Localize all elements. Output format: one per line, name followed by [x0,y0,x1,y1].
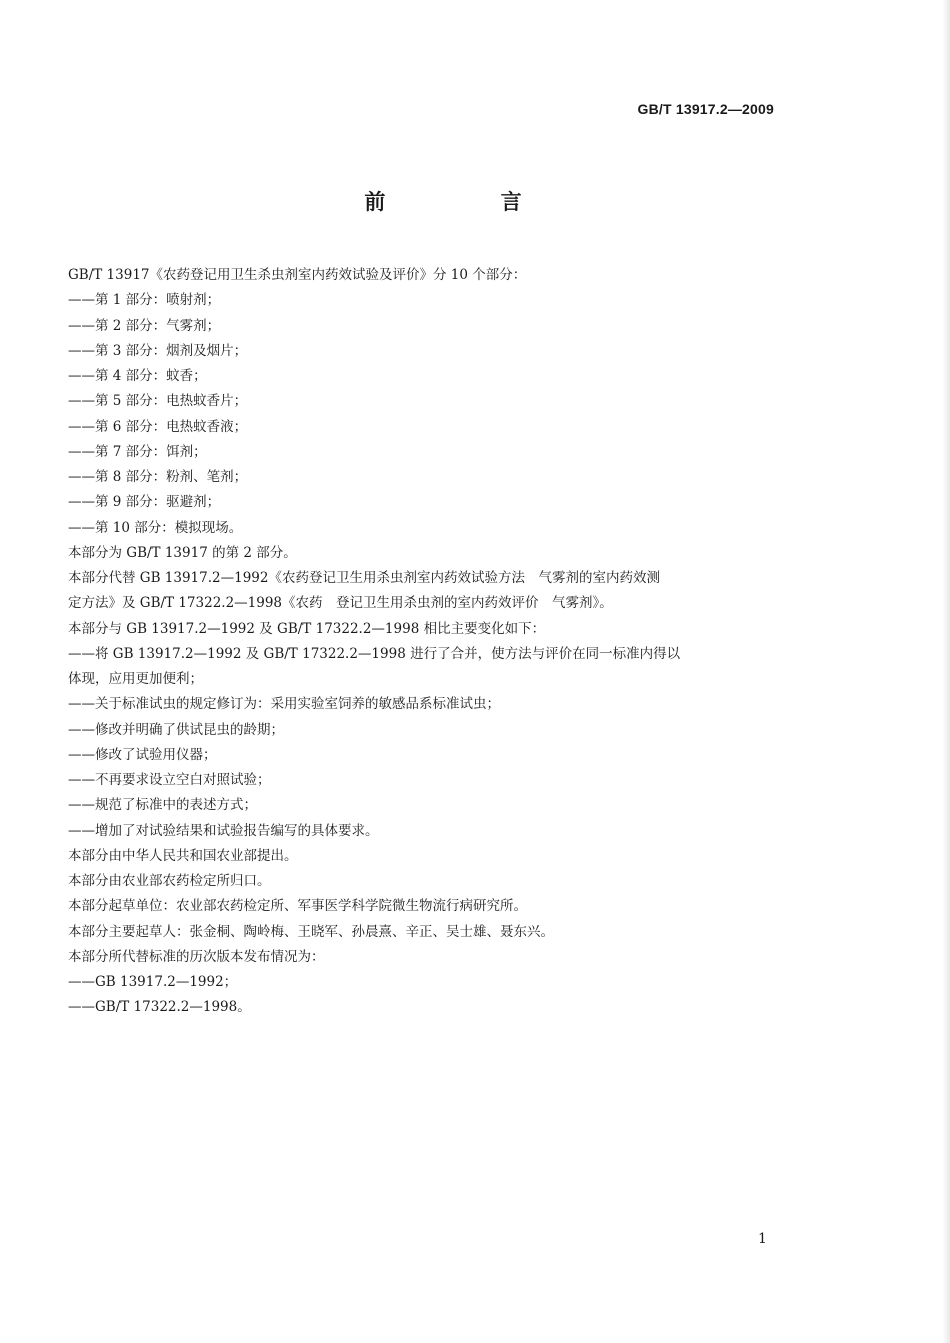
history-item: ——GB 13917.2—1992； [68,974,238,990]
change-item: ——修改并明确了供试昆虫的龄期； [68,721,284,738]
page-title: 前 言 [364,190,576,214]
list-item-part-10: ——第 10 部分：模拟现场。 [68,519,243,536]
list-item-part-8: ——第 8 部分：粉剂、笔剂； [68,469,248,485]
paragraph-line: 本部分代替 GB 13917.2—1992《农药登记卫生用杀虫剂室内药效试验方法 气雾剂的室内药效测 [68,570,660,586]
list-item-part-2: ——第 2 部分：气雾剂； [68,317,221,334]
change-item: ——修改了试验用仪器； [68,746,217,763]
paragraph-line: 本部分与 GB 13917.2—1992 及 GB/T 17322.2—1998 相比主要变化如下： [68,620,546,637]
list-item-part-6: ——第 6 部分：电热蚊香液； [68,418,248,435]
paragraph-line: GB/T 13917《农药登记用卫生杀虫剂室内药效试验及评价》分 10 个部分： [68,267,527,283]
standard-code: GB/T 13917.2—2009 [637,101,774,117]
paragraph-line: 本部分由中华人民共和国农业部提出。 [68,847,298,864]
change-item-continuation: 体现，应用更加便利； [68,671,203,687]
list-item-part-3: ——第 3 部分：烟剂及烟片； [68,342,248,359]
paragraph-continuation-line: 定方法》及 GB/T 17322.2—1998《农药 登记卫生用杀虫剂的室内药效评价 气雾剂》。 [68,595,613,612]
change-item: ——关于标准试虫的规定修订为：采用实验室饲养的敏感品系标准试虫； [68,696,500,713]
change-item: ——将 GB 13917.2—1992 及 GB/T 17322.2—1998 进行了合并，使方法与评价在同一标准内得以 [68,645,681,662]
paragraph-line: 本部分由农业部农药检定所归口。 [68,873,271,889]
history-item: ——GB/T 17322.2—1998。 [68,999,251,1016]
paragraph-line: 本部分起草单位：农业部农药检定所、军事医学科学院微生物流行病研究所。 [68,898,527,915]
list-item-part-9: ——第 9 部分：驱避剂； [68,494,221,511]
page-number: 1 [758,1231,767,1247]
change-item: ——增加了对试验结果和试验报告编写的具体要求。 [68,822,379,839]
paragraph-line: 本部分所代替标准的历次版本发布情况为： [68,948,325,965]
paragraph-line: 本部分主要起草人：张金桐、陶岭梅、王晓军、孙晨熹、辛正、吴士雄、聂东兴。 [68,923,554,940]
list-item-part-4: ——第 4 部分：蚊香； [68,368,207,384]
change-item: ——规范了标准中的表述方式； [68,797,257,814]
list-item-part-7: ——第 7 部分：饵剂； [68,443,207,460]
paragraph-line: 本部分为 GB/T 13917 的第 2 部分。 [68,544,297,561]
change-item: ——不再要求设立空白对照试验； [68,772,271,788]
foreword-body [68,263,780,1021]
list-item-part-1: ——第 1 部分：喷射剂； [68,292,221,309]
list-item-part-5: ——第 5 部分：电热蚊香片； [68,393,248,410]
